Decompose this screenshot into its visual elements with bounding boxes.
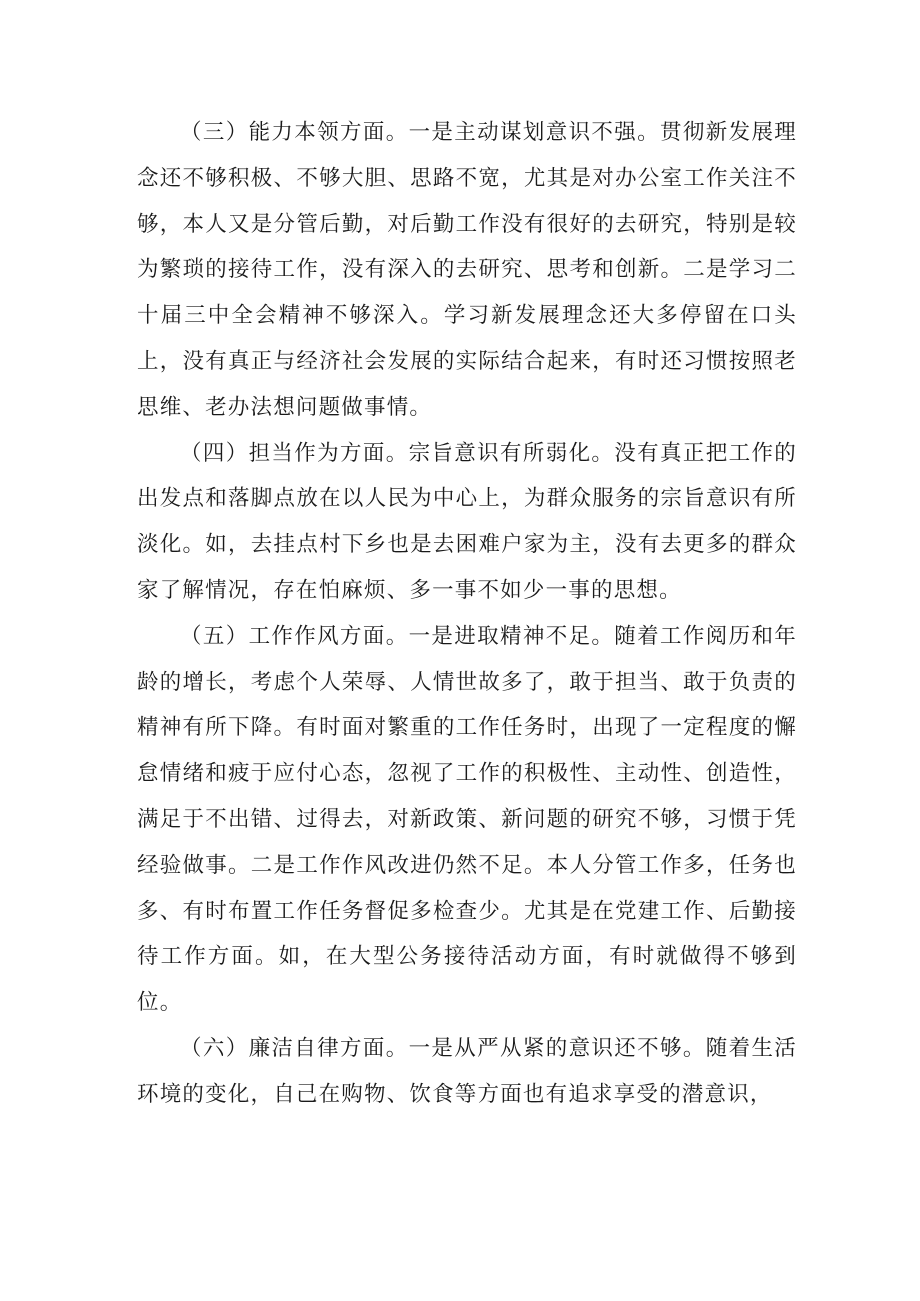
paragraph-work-style: （五）工作作风方面。一是进取精神不足。随着工作阅历和年龄的增长，考虑个人荣辱、人情世故多了，敢于担当、敢于负责的精神有所下降。有时面对繁重的工作任务时，出现了一定程度的懈怠情绪和疲于应付心态，忽视了工作的积极性、主动性、创造性，满足于不出错、过得去，对新政策、新问题的研究不够，习惯于凭经验做事。二是工作作风改进仍然不足。本人分管工作多，任务也多、有时布置工作任务督促多检查少。尤其是在党建工作、后勤接待工作方面。如，在大型公务接待活动方面，有时就做得不够到位。: [137, 623, 797, 1016]
document-body: [137, 110, 797, 1118]
paragraph-integrity: （六）廉洁自律方面。一是从严从紧的意识还不够。随着生活环境的变化，自己在购物、饮食等方面也有追求享受的潜意识，: [137, 1035, 797, 1107]
paragraph-responsibility: （四）担当作为方面。宗旨意识有所弱化。没有真正把工作的出发点和落脚点放在以人民为中心上，为群众服务的宗旨意识有所淡化。如，去挂点村下乡也是去困难户家为主，没有去更多的群众家了解情况，存在怕麻烦、多一事不如少一事的思想。: [137, 440, 797, 603]
paragraph-ability: （三）能力本领方面。一是主动谋划意识不强。贯彻新发展理念还不够积极、不够大胆、思路不宽，尤其是对办公室工作关注不够，本人又是分管后勤，对后勤工作没有很好的去研究，特别是较为繁琐的接待工作，没有深入的去研究、思考和创新。二是学习二十届三中全会精神不够深入。学习新发展理念还大多停留在口头上，没有真正与经济社会发展的实际结合起来，有时还习惯按照老思维、老办法想问题做事情。: [137, 120, 797, 420]
